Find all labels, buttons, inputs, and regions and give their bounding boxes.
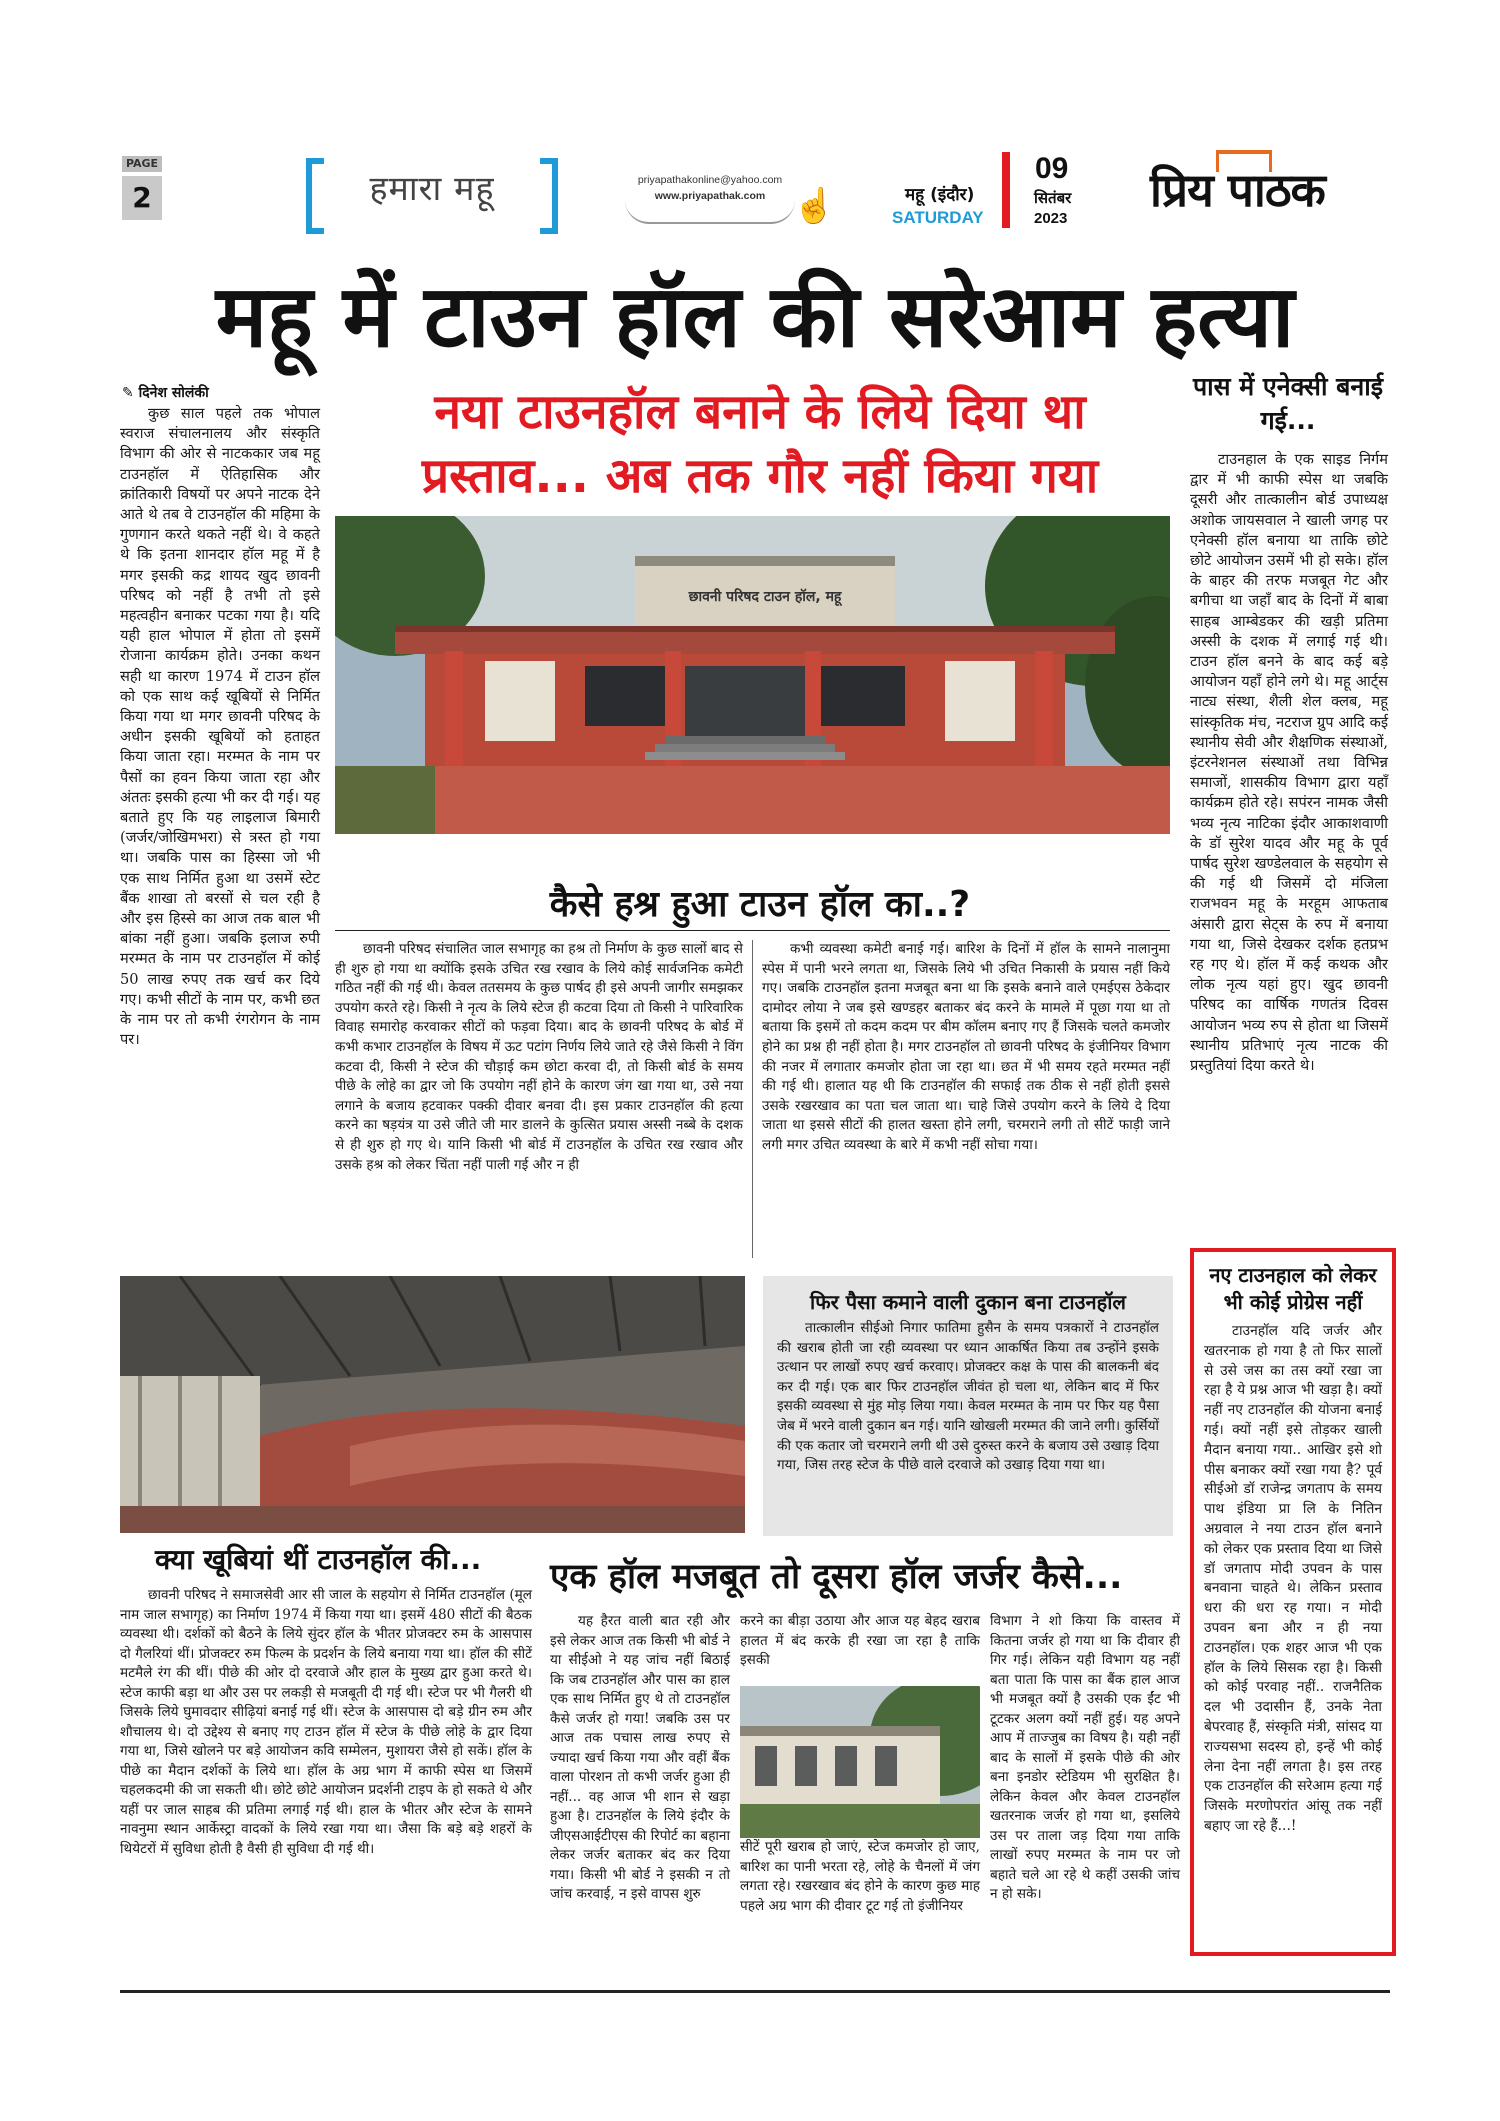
section-title: हमारा महू: [369, 169, 495, 209]
photo-sign-text: छावनी परिषद टाउन हॉल, महू: [688, 589, 842, 605]
interior-damage-photo: [120, 1276, 745, 1533]
newspaper-logo: [1150, 158, 1390, 238]
ek-hall-column-3: विभाग ने शो किया कि वास्तव में कितना जर्जर हो गया था कि दीवार ही गिर गई। लेकिन यही विभाग यह नहीं बता पाता कि पास का बैंक हाल आज भी मजबूत क्यों है उसकी एक ईंट भी टूटकर अलग क्यों नहीं हुई। यह अपने आप में ताज्जुब का विषय है। यही नहीं बाद के सालों में इसके पीछे की ओर बना इनडोर स्टेडियम भी सुरक्षित है। लेकिन केवल और केवल टाउनहॉल खतरनाक जर्जर हो गया था, इसलिये उस पर ताला जड़ दिया गया ताकि लाखों रुपए मरम्मत के नाम पर जो बहाते चले आ रहे थे कहीं उसकी जांच न हो सके।: [990, 1613, 1180, 1902]
author-name: दिनेश सोलंकी: [138, 385, 209, 401]
no-progress-headline: नए टाउनहाल को लेकर भी कोई प्रोग्रेस नहीं: [1209, 1263, 1377, 1314]
date-month: सितंबर: [1034, 189, 1072, 207]
how-column-2: कभी व्यवस्था कमेटी बनाई गई। बारिश के दिनों में हॉल के सामने नालानुमा स्पेस में पानी भरने लगता था, जिसके लिये भी उचित निकासी के प्रयास नहीं किये गए। जबकि टाउनहॉल इतना मजबूत बना था कि इसके बनाने वाले एमईएस ठेकेदार दामोदर लोया ने जब इसे खण्डहर बताकर बंद करने के मामले में पूछा गया था तो बताया कि इसमें तो कदम कदम पर बीम कॉलम बनाए गए हैं जिसके चलते कमजोर होने का प्रश्न ही नहीं होता है। मगर टाउनहॉल तो छावनी परिषद के इंजीनियर विभाग की नजर में लगातार कमजोर होता जा रहा था। छत में भी समय रहते मरम्मत नहीं की गई थी। हालात यह थी कि टाउनहॉल की सफाई तक ठीक से नहीं होती इससे उसके रखरखाव का पता चल जाता था। चाहे जिसे उपयोग करने के लिये दे दिया जाता था इससे सीटों की हालत खस्ता होने लगी, चरमराने लगी तो सीटें फाड़ी जाने लगी मगर उचित व्यवस्था के बारे में कभी नहीं सोचा गया।: [762, 941, 1170, 1153]
ek-hall-column-1: यह हैरत वाली बात रही और इसे लेकर आज तक किसी भी बोर्ड ने या सीईओ ने यह जांच नहीं बिठाई कि जब टाउनहॉल और पास का हाल एक साथ निर्मित हुए थे तो टाउनहॉल कैसे जर्जर हो गया! जबकि उस पर आज तक पचास लाख रुपए से ज्यादा खर्च किया गया और वहीं बैंक वाला पोरशन तो कभी जर्जर हुआ ही नहीं... वह आज भी शान से खड़ा हुआ है। टाउनहॉल के लिये इंदौर के जीएसआईटीएस की रिपोर्ट का बहाना लेकर जर्जर बताकर बंद कर दिया गया। किसी भी बोर्ड ने इसकी न तो जांच करवाई, न इसे वापस शुरु: [550, 1613, 730, 1902]
dateline-city: महू (इंदौर): [905, 185, 975, 205]
sub-headline: [350, 380, 1170, 508]
website-link[interactable]: www.priyapathak.com: [654, 190, 766, 202]
ek-hall-headline: एक हॉल मजबूत तो दूसरा हॉल जर्जर कैसे...: [550, 1557, 1123, 1597]
sub-headline-line-1: नया टाउनहॉल बनाने के लिये दिया था: [434, 384, 1086, 440]
ek-hall-column-2b: सीटें पूरी खराब हो जाएं, स्टेज कमजोर हो जाए, बारिश का पानी भरता रहे, लोहे के चैनलों में जंग लगता रहे। रखरखाव बंद होने के कारण कुछ माह पहले अग्र भाग की दीवार टूट गई तो इंजीनियर: [740, 1839, 980, 1914]
ek-hall-column-2a: करने का बीड़ा उठाया और आज यह बेहद खराब हालत में बंद करके ही रखा जा रहा है ताकि इसकी: [740, 1613, 980, 1668]
mouse-curve-decoration: [625, 200, 795, 224]
annex-text: टाउनहाल के एक साइड निर्गम द्वार में भी काफी स्पेस था जबकि दूसरी और तात्कालीन बोर्ड उपाध्यक्ष अशोक जायसवाल ने खाली जगह पर एनेक्सी हॉल बनाया था ताकि छोटे छोटे आयोजन उसमें भी हो सके। हॉल के बाहर की तरफ मजबूत गेट और बगीचा था जहाँ बाद के दिनों में बाबा साहब आम्बेडकर की खड़ी प्रतिमा अस्सी के दशक में लगाई गई थी। टाउन हॉल बनने के बाद कई बड़े आयोजन यहाँ होने लगे थे। महू आर्ट्स नाट्य संस्था, शैली शेल क्लब, महू सांस्कृतिक मंच, नटराज ग्रुप आदि कई स्थानीय सेवी और शैक्षणिक संस्थाओं, इंटरनेशनल संस्थाओं तथा विभिन्न समाजों, शासकीय विभाग द्वारा यहाँ कार्यक्रम होते रहे। सपंरन नामक जैसी भव्य नृत्य नाटिका इंदौर आकाशवाणी के डॉ सुरेश यादव और महू के पूर्व पार्षद सुरेश खण्डेलवाल के सहयोग से की गई थी जिसमें दो मंजिला राजभवन महू के मरहूम आफताब अंसारी द्वारा सेट्स के रुप में बनाया गया था, जिसे देखकर दर्शक हतप्रभ रह गए थे। हॉल में कई कथक और लोक नृत्य यहां हुए। खुद छावनी परिषद का वार्षिक गणतंत्र दिवस आयोजन भव्य रुप से होता था जिसमें स्थानीय प्रतिभाएं नृत्य नाटक की प्रस्तुतियां दिया करते थे।: [1190, 451, 1388, 1075]
shop-sidebar-box: [763, 1276, 1173, 1536]
how-headline: कैसे हश्र हुआ टाउन हॉल का..?: [549, 884, 971, 925]
how-column-1: छावनी परिषद संचालित जाल सभागृह का हश्र तो निर्माण के कुछ सालों बाद से ही शुरु हो गया था क्योंकि इसके उचित रख रखाव के लिये कोई सार्वजनिक कमेटी गठित नहीं की गई थी। केवल ततसमय के कुछ पार्षद ही इसे अपनी जागीर समझकर उपयोग करते रहे। किसी ने नृत्य के लिये स्टेज ही कटवा दिया तो किसी ने पारिवारिक विवाह समारोह करवाकर सीटों को फड़वा दिया। बाद के छावनी परिषद के बोर्ड में कभी कभार टाउनहॉल के विषय में ऊट पटांग निर्णय लिये जाते रहे जैसे किसी ने विंग कटवा दी, किसी ने स्टेज की चौड़ाई कम छोटा करवा दी, तो किसी बोर्ड के समय पीछे के लोहे का द्वार जो कि उपयोग नहीं होने के कारण जंग खा गया था, उसे नया लगाने के बजाय हटवाकर पक्की दीवार बनवा दी। इस प्रकार टाउनहॉल की हत्या करने का षड़यंत्र या उसे जीते जी मार डालने के कुत्सित प्रयास अस्सी नब्बे के दशक से ही शुरु हो गए थे। यानि किसी भी बोर्ड में टाउनहॉल के उचित रख रखाव और उसके हश्र को लेकर चिंता नहीं पाली गई और न ही: [335, 941, 743, 1173]
bank-building-photo: [740, 1686, 980, 1838]
no-progress-box: [1190, 1248, 1396, 1956]
left-bracket-icon: [306, 158, 324, 234]
logo-text: प्रिय पाठक: [1150, 163, 1325, 217]
fort-icon: [1216, 150, 1272, 172]
main-headline: महू में टाउन हॉल की सरेआम हत्या: [215, 267, 1295, 367]
date-day: 09: [1035, 152, 1069, 185]
page-number: 2: [122, 176, 162, 220]
shop-text: तात्कालीन सीईओ निगार फातिमा हुसैन के समय पत्रकारों ने टाउनहॉल की खराब होती जा रही व्यवस्था पर ध्यान आकर्षित किया तब उन्होंने इसके उत्थान पर लाखों रुपए खर्च करवाए। प्रोजक्टर कक्ष के पास की बालकनी बंद कर दी गई। एक बार फिर टाउनहॉल जीवंत हो चला था, लेकिन बाद में फिर इसकी व्यवस्था से मुंह मोड़ लिया गया। केवल मरम्मत के नाम पर फिर यह पैसा जेब में भरने वाली दुकान बन गई। यानि खोखली मरम्मत की जाने लगी। कुर्सियों की एक कतार जो चरमराने लगी थी उसे दुरुस्त करने के बजाय उसे उखाड़ दिया गया, जिस तरह स्टेज के पीछे वाले दरवाजे को उखाड़ दिया गया था।: [777, 1320, 1159, 1474]
town-hall-photo: [335, 516, 1170, 834]
left-column-text: कुछ साल पहले तक भोपाल स्वराज संचालनालय और संस्कृति विभाग की ओर से नाटककार जब महू टाउनहॉल में ऐतिहासिक और क्रांतिकारी विषयों पर अपने नाटक देने आते थे तब वे टाउनहॉल की महिमा के गुणगान करते थकते नहीं थे। वे कहते थे कि इतना शानदार हॉल महू में है मगर इसकी कद्र शायद खुद छावनी परिषद को नहीं है तभी तो इसे महत्वहीन बनाकर पटका गया है। यदि यही हाल भोपाल में होता तो इसमें रोजाना कार्यक्रम होते। उनका कथन सही था कारण 1974 में टाउन हॉल को एक साथ कई खूबियों से निर्मित किया गया था मगर छावनी परिषद के अधीन इसकी खूबियों को हताहत किया जाता रहा। मरम्मत के नाम पर पैसों का हवन किया जाता रहा और अंततः इसकी हत्या भी कर दी गई। यह बताते हुए कि यह लाइलाज बिमारी (जर्जर/जोखिमभरा) से त्रस्त हो गया था। जबकि पास का हिस्सा जो भी एक साथ निर्मित हुआ था उसमें स्टेट बैंक शाखा तो बरसों से चल रही है और इस हिस्से का आज तक बाल भी बांका नहीं हुआ। जबकि इलाज रुपी मरम्मत के नाम पर टाउनहॉल में कोई 50 लाख रुपए तक खर्च कर दिये गए। कभी सीटों के नाम पर, कभी छत के नाम पर तो कभी रंगरोगन के नाम पर।: [120, 405, 320, 1049]
page-number-box: [122, 156, 162, 226]
page-label: PAGE: [122, 156, 162, 172]
dateline-day: SATURDAY: [892, 208, 984, 227]
pen-icon: ✎: [122, 385, 134, 401]
date-divider: [1002, 152, 1010, 228]
features-text: छावनी परिषद ने समाजसेवी आर सी जाल के सहयोग से निर्मित टाउनहॉल (मूल नाम जाल सभागृह) का निर्माण 1974 में किया गया था। इसमें 480 सीटों की बैठक व्यवस्था थी। दर्शकों को बैठने के लिये सुंदर हॉल के भीतर प्रोजक्टर रुम के आसपास दो गैलरियां थीं। प्रोजक्टर रुम फिल्म के प्रदर्शन के लिये बनाया गया था। हॉल की सीटें मटमैले रंग की थीं। पीछे की ओर दो दरवाजे और हाल के मुख्य द्वार हुआ करते थे। स्टेज काफी बड़ा था और उस पर लकड़ी से मजबूती दी गई थी। स्टेज पर भी गैलरी थी जिसके लिये घुमावदार सीढ़ियां बनाई गई थीं। स्टेज के आसपास दो बड़े ग्रीन रुम और शौचालय थे। दो उद्देश्य से बनाए गए टाउन हॉल में स्टेज के पीछे लोहे के द्वार दिया गया था, जिसे खोलने पर बड़े आयोजन कवि सम्मेलन, मुशायरा जैसे हो सकें। हॉल के पीछे का मैदान दर्शकों के लिये था। हॉल के अग्र भाग में काफी स्पेस था जिसमें चहलकदमी की जा सकती थी। छोटे छोटे आयोजन प्रदर्शनी टाइप के हो सकते थे और यहीं पर जाल साहब की प्रतिमा लगाई गई थी। हाल के भीतर और स्टेज के सामने नावनुमा स्थान आर्केस्ट्रा वादकों के लिये रखा गया था। जैसा कि बड़े बड़े शहरों के थियेटरों में सुविधा होती है वैसी ही सुविधा दी गई थी।: [120, 1587, 533, 1857]
shop-headline: फिर पैसा कमाने वाली दुकान बना टाउनहॉल: [810, 1290, 1126, 1314]
byline: [122, 383, 209, 402]
date-year: 2023: [1034, 210, 1068, 227]
annex-headline: पास में एनेक्सी बनाई गई...: [1192, 372, 1384, 435]
page-bottom-rule: [120, 1990, 1390, 1993]
sub-headline-line-2: प्रस्ताव... अब तक गौर नहीं किया गया: [421, 448, 1099, 504]
section-title-box: [306, 158, 558, 222]
no-progress-text: टाउनहॉल यदि जर्जर और खतरनाक हो गया है तो फिर सालों से उसे जस का तस क्यों रखा जा रहा है ये प्रश्न आज भी खड़ा है। क्यों नहीं नए टाउनहॉल की योजना बनाई गई। क्यों नहीं इसे तोड़कर खाली मैदान बनाया गया.. आखिर इसे शो पीस बनाकर क्यों रखा गया है? पूर्व सीईओ डॉ राजेन्द्र जगताप के समय पाथ इंडिया प्रा लि के नितिन अग्रवाल ने नया टाउन हॉल बनाने को लेकर एक प्रस्ताव दिया था जिसे डॉ जगताप मोदी उपवन के पास बनवाना चाहते थे। लेकिन प्रस्ताव धरा की धरा रह गया। न मोदी उपवन बना और न ही नया टाउनहॉल। एक शहर आज भी एक हॉल के लिये सिसक रहा है। किसी को कोई परवाह नहीं.. राजनैतिक दल भी उदासीन हैं, उनके नेता बेपरवाह हैं, संस्कृति मंत्री, सांसद या राज्यसभा सदस्य हो, इन्हें भी कोई लेना देना नहीं लगता है। इस तरह एक टाउनहॉल की सरेआम हत्या गई जिसके मरणोपरांत आंसू तक नहीं बहाए जा रहे हैं...!: [1204, 1323, 1382, 1834]
pointing-hand-icon: ☝: [793, 186, 836, 226]
right-bracket-icon: [540, 158, 558, 234]
column-divider: [752, 940, 753, 1258]
features-headline: क्या खूबियां थीं टाउनहॉल की...: [155, 1543, 482, 1576]
email-address[interactable]: priyapathakonline@yahoo.com: [637, 174, 783, 186]
divider: [335, 930, 1170, 931]
